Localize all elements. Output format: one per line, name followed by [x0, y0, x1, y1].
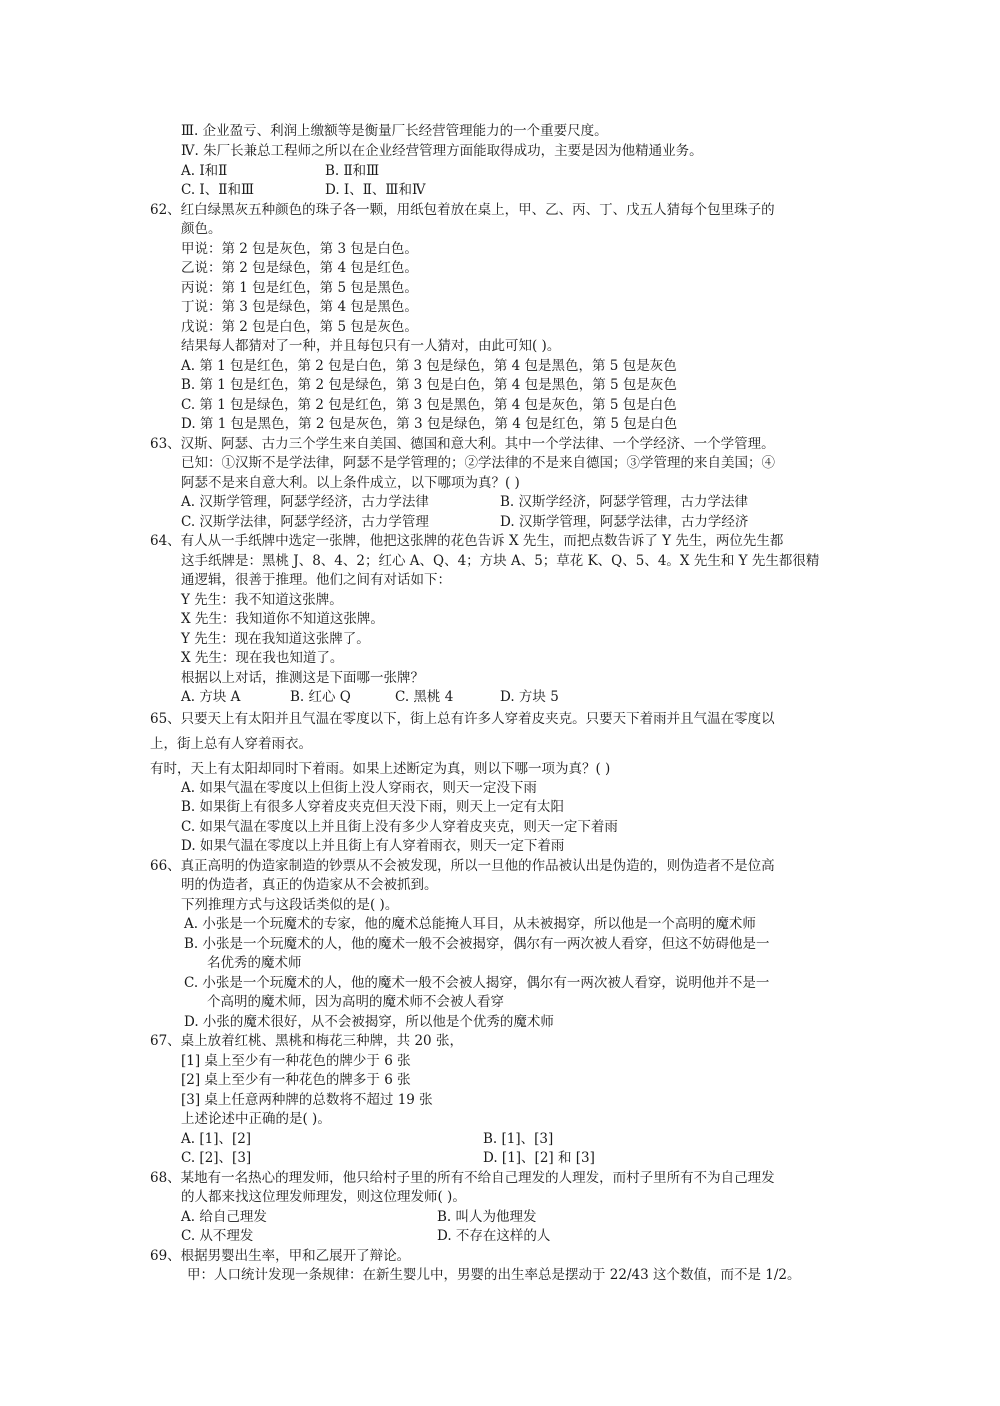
text-line: 下列推理方式与这段话类似的是( )。 — [181, 897, 399, 913]
text-line: 这手纸牌是：黑桃 J、8、4、2；红心 A、Q、4；方块 A、5；草花 K、Q、5、4。X 先生和 Y 先生都很精 — [181, 553, 820, 569]
text-line: X 先生：我知道你不知道这张牌。 — [181, 611, 384, 627]
text-line: 根据以上对话，推测这是下面哪一张牌？ — [181, 670, 424, 686]
text-line: Y 先生：我不知道这张牌。 — [181, 592, 343, 608]
text-line: 62、红白绿黑灰五种颜色的珠子各一颗，用纸包着放在桌上，甲、乙、丙、丁、戊五人猜每个包里珠子的 — [150, 202, 775, 218]
text-line: 63、汉斯、阿瑟、古力三个学生来自美国、德国和意大利。其中一个学法律、一个学经济、一个学管理。 — [150, 436, 775, 452]
text-line: 个高明的魔术师，因为高明的魔术师不会被人看穿 — [207, 994, 504, 1010]
text-line: B. 汉斯学经济，阿瑟学管理，古力学法律 — [500, 494, 749, 510]
text-line: X 先生：现在我也知道了。 — [181, 650, 344, 666]
text-line: C. 第 1 包是绿色，第 2 包是红色，第 3 包是黑色，第 4 包是灰色，第 5 包是白色 — [181, 397, 677, 413]
text-line: D. 不存在这样的人 — [437, 1228, 551, 1244]
text-line: C. 小张是一个玩魔术的人，他的魔术一般不会被人揭穿，偶尔有一两次被人看穿，说明他并不是一 — [184, 975, 770, 991]
text-line: D. Ⅰ、Ⅱ、Ⅲ和Ⅳ — [325, 182, 426, 198]
text-line: C. 从不理发 — [181, 1228, 254, 1244]
text-line: 戊说：第 2 包是白色，第 5 包是灰色。 — [181, 319, 418, 335]
text-line: B. 如果街上有很多人穿着皮夹克但天没下雨，则天上一定有太阳 — [181, 799, 565, 815]
text-line: 已知：①汉斯不是学法律，阿瑟不是学管理的；②学法律的不是来自德国；③学管理的来自美国；④ — [181, 455, 775, 471]
text-line: 结果每人都猜对了一种，并且每包只有一人猜对，由此可知( )。 — [181, 338, 561, 354]
text-line: D. 小张的魔术很好，从不会被揭穿，所以他是个优秀的魔术师 — [184, 1014, 554, 1030]
text-line: A. 小张是一个玩魔术的专家，他的魔术总能掩人耳目，从未被揭穿，所以他是一个高明的魔术师 — [184, 916, 756, 932]
text-line: 有时，天上有太阳却同时下着雨。如果上述断定为真，则以下哪一项为真？( ) — [150, 761, 611, 777]
text-line: 上述论述中正确的是( )。 — [181, 1111, 331, 1127]
text-line: Ⅳ. 朱厂长兼总工程师之所以在企业经营管理方面能取得成功，主要是因为他精通业务。 — [181, 143, 703, 159]
text-line: 66、真正高明的伪造家制造的钞票从不会被发现，所以一旦他的作品被认出是伪造的，则伪造者不是位高 — [150, 858, 775, 874]
text-line: [2] 桌上至少有一种花色的牌多于 6 张 — [181, 1072, 411, 1088]
text-line: [3] 桌上任意两种牌的总数将不超过 19 张 — [181, 1092, 433, 1108]
text-line: 67、桌上放着红桃、黑桃和梅花三种牌，共 20 张， — [150, 1033, 463, 1049]
text-line: 通逻辑，很善于推理。他们之间有对话如下： — [181, 572, 451, 588]
text-line: Ⅲ. 企业盈亏、利润上缴额等是衡量厂长经营管理能力的一个重要尺度。 — [181, 123, 608, 139]
text-line: B. 叫人为他理发 — [437, 1209, 537, 1225]
text-line: B. 红心 Q — [290, 689, 351, 705]
text-line: 68、某地有一名热心的理发师，他只给村子里的所有不给自己理发的人理发，而村子里所有不为自己理发 — [150, 1170, 775, 1186]
text-line: D. 方块 5 — [500, 689, 559, 705]
text-line: 甲说：第 2 包是灰色，第 3 包是白色。 — [181, 241, 418, 257]
text-line: D. [1]、[2] 和 [3] — [483, 1150, 595, 1166]
text-line: 64、有人从一手纸牌中选定一张牌，他把这张牌的花色告诉 X 先生，而把点数告诉了 Y 先生，两位先生都 — [150, 533, 784, 549]
text-line: Y 先生：现在我知道这张牌了。 — [181, 631, 370, 647]
text-line: A. Ⅰ和Ⅱ — [181, 163, 228, 179]
text-line: C. Ⅰ、Ⅱ和Ⅲ — [181, 182, 254, 198]
text-line: B. 第 1 包是红色，第 2 包是绿色，第 3 包是白色，第 4 包是黑色，第 5 包是灰色 — [181, 377, 677, 393]
text-line: 上，街上总有人穿着雨衣。 — [150, 736, 312, 752]
text-line: C. 如果气温在零度以上并且街上没有多少人穿着皮夹克，则天一定下着雨 — [181, 819, 618, 835]
text-line: A. 汉斯学管理，阿瑟学经济，古力学法律 — [181, 494, 429, 510]
text-line: 颜色。 — [181, 221, 222, 237]
text-line: 65、只要天上有太阳并且气温在零度以下，街上总有许多人穿着皮夹克。只要天下着雨并且气温在零度以 — [150, 711, 775, 727]
text-line: 丁说：第 3 包是绿色，第 4 包是黑色。 — [181, 299, 418, 315]
text-line: A. 第 1 包是红色，第 2 包是白色，第 3 包是绿色，第 4 包是黑色，第 5 包是灰色 — [181, 358, 677, 374]
text-line: C. 黑桃 4 — [395, 689, 454, 705]
text-line: C. [2]、[3] — [181, 1150, 252, 1166]
text-line: D. 第 1 包是黑色，第 2 包是灰色，第 3 包是绿色，第 4 包是红色，第 5 包是白色 — [181, 416, 678, 432]
text-line: 丙说：第 1 包是红色，第 5 包是黑色。 — [181, 280, 418, 296]
text-line: 名优秀的魔术师 — [207, 955, 302, 971]
text-line: 69、根据男婴出生率，甲和乙展开了辩论。 — [150, 1248, 411, 1264]
text-line: [1] 桌上至少有一种花色的牌少于 6 张 — [181, 1053, 411, 1069]
text-line: D. 汉斯学管理，阿瑟学法律，古力学经济 — [500, 514, 749, 530]
text-line: B. [1]、[3] — [483, 1131, 554, 1147]
text-line: A. [1]、[2] — [181, 1131, 252, 1147]
text-line: B. Ⅱ和Ⅲ — [325, 163, 380, 179]
text-line: 明的伪造者，真正的伪造家从不会被抓到。 — [181, 877, 438, 893]
text-line: 阿瑟不是来自意大利。以上条件成立，以下哪项为真？( ) — [181, 475, 520, 491]
text-line: A. 给自己理发 — [181, 1209, 267, 1225]
text-line: 甲：人口统计发现一条规律：在新生婴儿中，男婴的出生率总是摆动于 22/43 这个数值，而不是 1/2。 — [187, 1267, 801, 1283]
text-line: 乙说：第 2 包是绿色，第 4 包是红色。 — [181, 260, 418, 276]
text-line: A. 如果气温在零度以上但街上没人穿雨衣，则天一定没下雨 — [181, 780, 537, 796]
text-line: B. 小张是一个玩魔术的人，他的魔术一般不会被揭穿，偶尔有一两次被人看穿，但这不妨碍他是一 — [184, 936, 770, 952]
text-line: C. 汉斯学法律，阿瑟学经济，古力学管理 — [181, 514, 429, 530]
text-line: 的人都来找这位理发师理发，则这位理发师( )。 — [181, 1189, 466, 1205]
text-line: A. 方块 A — [181, 689, 241, 705]
text-line: D. 如果气温在零度以上并且街上有人穿着雨衣，则天一定下着雨 — [181, 838, 565, 854]
